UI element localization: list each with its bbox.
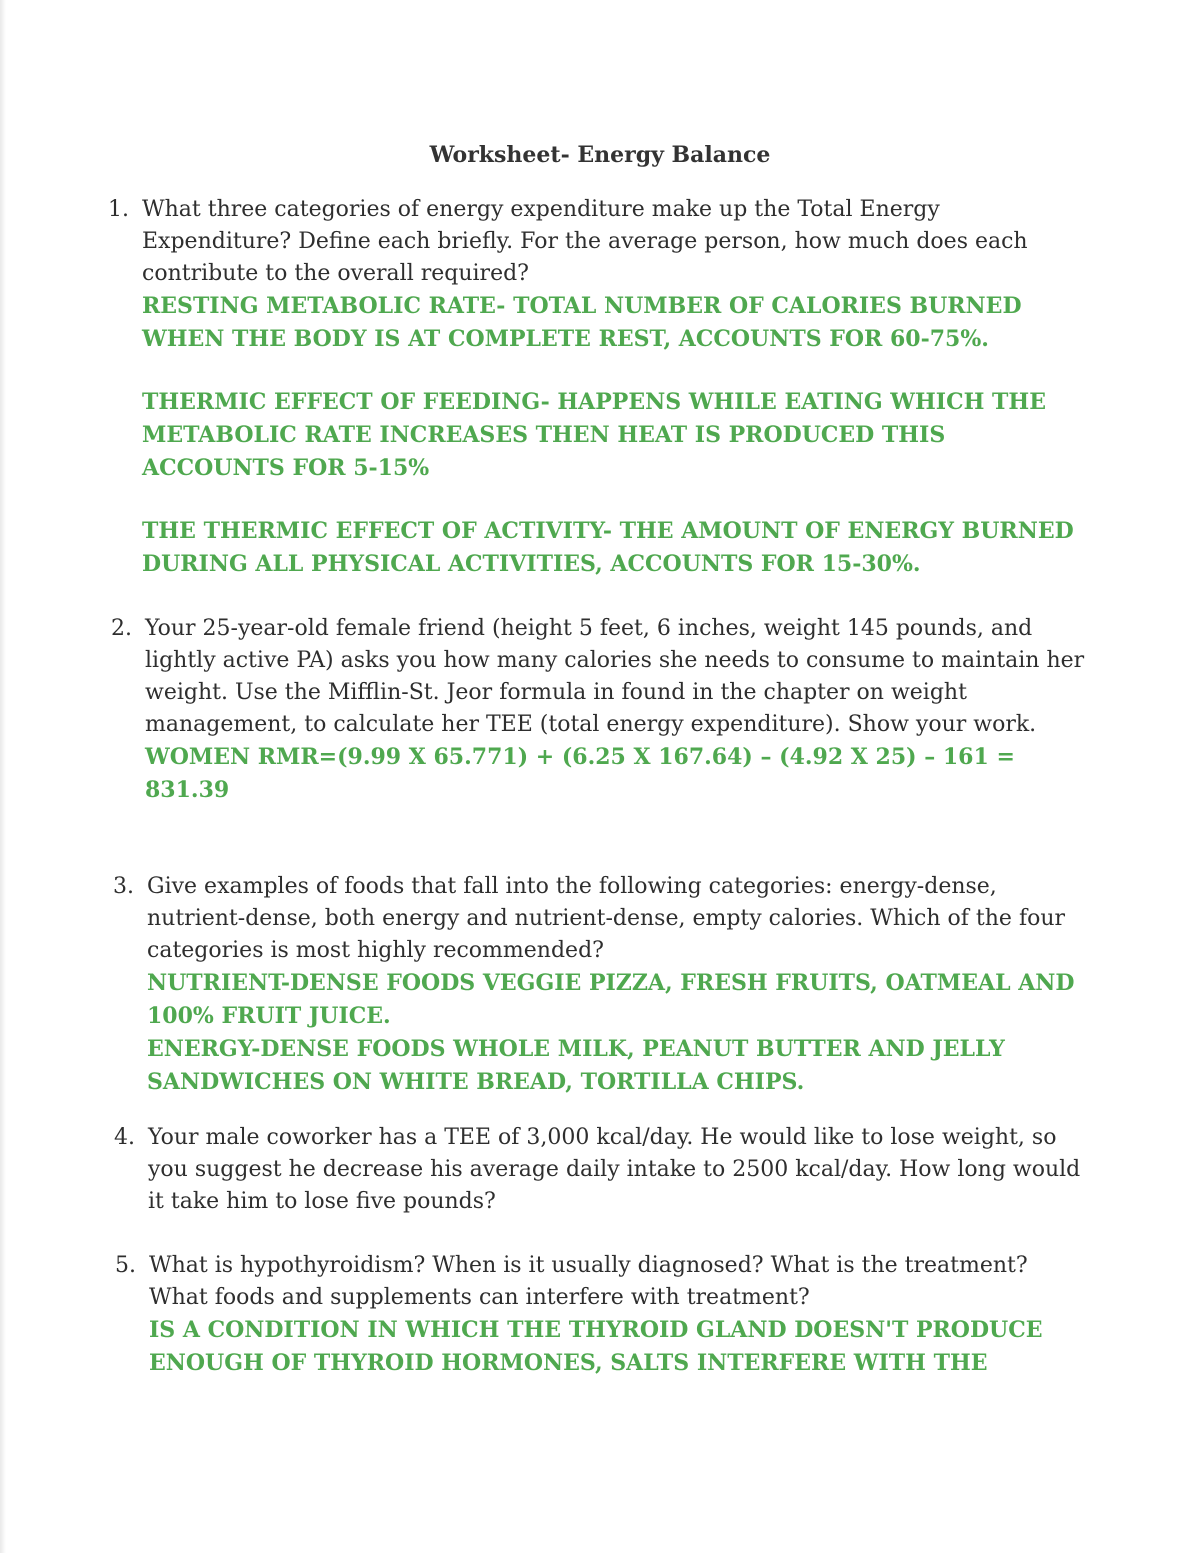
- question-number: 2.: [111, 616, 132, 641]
- question-text: Your 25-year-old female friend (height 5 feet, 6 inches, weight 145 pounds, and lightly active PA) asks you how many calories she needs to consume to maintain her weight. Use the Mifflin-St. Jeor formula in found in the chapter on weight management, to calculate her TEE (total energy expenditure). Show your work.: [145, 616, 1085, 737]
- question-number: 3.: [113, 874, 134, 899]
- answer-text: THERMIC EFFECT OF FEEDING- HAPPENS WHILE EATING WHICH THE METABOLIC RATE INCREASES THEN HEAT IS PRODUCED THIS ACCOUNTS FOR 5-15%: [142, 389, 1046, 481]
- scan-edge-shadow: [0, 0, 6, 1553]
- question-number: 1.: [108, 197, 129, 222]
- answer-text: RESTING METABOLIC RATE- TOTAL NUMBER OF CALORIES BURNED WHEN THE BODY IS AT COMPLETE REST, ACCOUNTS FOR 60-75%.: [142, 293, 1022, 352]
- question-number: 5.: [115, 1253, 136, 1278]
- answer-text: IS A CONDITION IN WHICH THE THYROID GLAND DOESN'T PRODUCE ENOUGH OF THYROID HORMONES, SALTS INTERFERE WITH THE: [149, 1317, 1043, 1376]
- page-title: Worksheet- Energy Balance: [429, 142, 771, 168]
- answer-text: ENERGY-DENSE FOODS WHOLE MILK, PEANUT BUTTER AND JELLY SANDWICHES ON WHITE BREAD, TORTILLA CHIPS.: [147, 1036, 1005, 1095]
- question-text: Give examples of foods that fall into the following categories: energy-dense, nutrient-dense, both energy and nutrient-dense, empty calories. Which of the four categories is most highly recommended?: [147, 874, 1066, 963]
- answer-text: THE THERMIC EFFECT OF ACTIVITY- THE AMOUNT OF ENERGY BURNED DURING ALL PHYSICAL ACTIVITIES, ACCOUNTS FOR 15-30%.: [142, 518, 1074, 577]
- question-4: [114, 1122, 1088, 1218]
- question-text: What three categories of energy expenditure make up the Total Energy Expenditure? Define each briefly. For the average person, how much does each contribute to the overall required?: [142, 197, 1028, 286]
- question-1: [108, 194, 1082, 581]
- question-text: What is hypothyroidism? When is it usually diagnosed? What is the treatment? What foods and supplements can interfere with treatment?: [149, 1253, 1028, 1310]
- answer-text: NUTRIENT-DENSE FOODS VEGGIE PIZZA, FRESH FRUITS, OATMEAL AND 100% FRUIT JUICE.: [147, 970, 1075, 1029]
- question-5: [115, 1250, 1089, 1380]
- question-text: Your male coworker has a TEE of 3,000 kcal/day. He would like to lose weight, so you suggest he decrease his average daily intake to 2500 kcal/day. How long would it take him to lose five pounds?: [148, 1125, 1081, 1214]
- question-3: [113, 871, 1087, 1099]
- answer-text: WOMEN RMR=(9.99 X 65.771) + (6.25 X 167.64) – (4.92 X 25) – 161 = 831.39: [145, 744, 1015, 803]
- question-2: [111, 613, 1085, 807]
- question-number: 4.: [114, 1125, 135, 1150]
